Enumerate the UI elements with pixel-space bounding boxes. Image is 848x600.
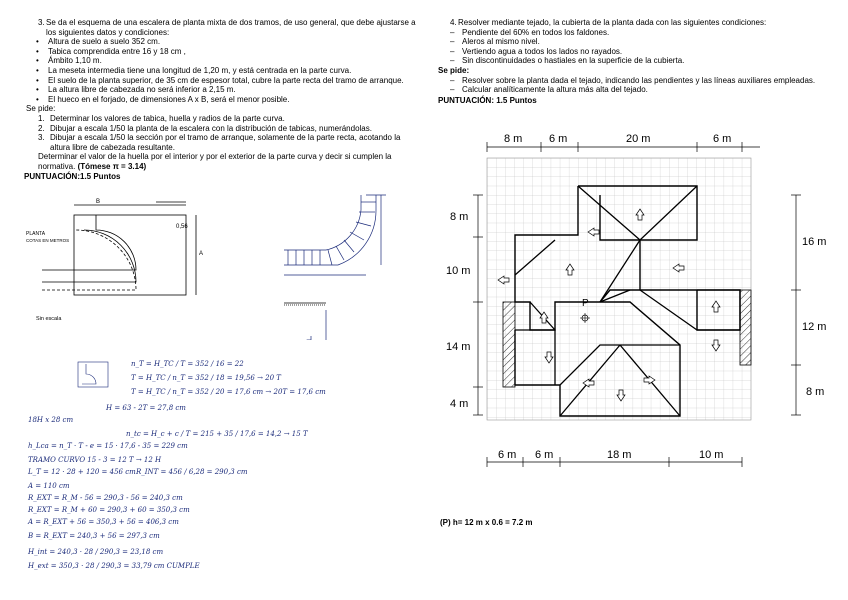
mini-plan [78,362,108,387]
puntuacion-3: PUNTUACIÓN:1.5 Puntos [24,171,121,181]
handwritten-calcs [26,352,356,587]
left-dim-4: 4 m [450,398,469,410]
condition-item: • Tabica comprendida entre 16 y 18 cm , [36,46,186,56]
dim-b: B [96,199,101,205]
calc-line: R_EXT = R_M - 56 = 290,3 - 56 = 240,3 cm [28,494,183,502]
stair-sketches [26,190,426,340]
calc-line: n_tc = H_c + c / T = 215 + 35 / 17,6 = 14,2 → 15 T [126,430,308,438]
right-dim-3: 8 m [806,386,825,398]
problem-4: 4. Resolver mediante tejado, la cubierta de la planta dada con las siguientes condiciones: – Pendiente del 60% en todos los faldones. – Aleros al mismo nivel. – Vertiendo agua a todos los lados no rayados. – Sin discontinuidades o hastiales en la superficie de la cubierta. Se pide: – Resolver sobre la planta dada el tejado, indicando las pendientes y las líneas auxiliares empleadas. – Calcular analíticamente la altura más alta del tejado. PUNTUACIÓN: 1.5 Puntos [438,18,838,105]
condition-item: • La meseta intermedia tiene una longitud de 1,20 m, y está centrada en la parte curva. [36,65,352,75]
dim-056: 0,56 [176,224,188,230]
roof-request: – Resolver sobre la planta dada el tejado, indicando las pendientes y las líneas auxiliares empleadas. [450,75,816,85]
right-dim-2: 12 m [802,321,827,333]
sin-escala: Sin escala [36,316,62,322]
problem-3-intro: 3. Se da el esquema de una escalera de planta mixta de dos tramos, de uso general, que debe ajustarse a [38,18,416,27]
se-pide-4: Se pide: [438,65,470,75]
calc-line: A = R_EXT + 56 = 350,3 + 56 = 406,3 cm [28,518,179,526]
conditions-list [26,37,426,104]
calc-line: TRAMO CURVO 15 - 3 = 12 T → 12 H [28,456,162,464]
left-dim-1: 8 m [450,211,469,223]
roof-condition: – Sin discontinuidades o hastiales en la superficie de la cubierta. [450,56,685,66]
condition-item: • Altura de suelo a suelo 352 cm. [36,37,161,47]
final-line: normativa. (Tómese π = 3.14) [38,161,147,171]
roof-plan [438,118,838,478]
top-dim-1: 8 m [504,133,523,145]
task-item: 1. Determinar los valores de tabica, huella y radios de la parte curva. [38,113,285,123]
calc-line: n_T = H_TC / T = 352 / 16 = 22 [131,360,244,368]
calc-line: B = R_EXT = 240,3 + 56 = 297,3 cm [28,532,160,540]
task-item: 3. Dibujar a escala 1/50 la sección por el tramo de arranque, solamente de la parte recta, acotando la [38,133,401,143]
calc-line: A = 110 cm [28,482,70,490]
dim-a: A [199,251,204,257]
roof-requests [438,76,838,95]
stair-plan-sketch [42,202,196,295]
top-dim-2: 6 m [549,133,568,145]
grid [487,158,751,420]
right-dim-1: 16 m [802,236,827,248]
puntuacion-4: PUNTUACIÓN: 1.5 Puntos [438,95,537,105]
cotas-label: COTAS EN METROS [26,238,70,243]
answer-height: (P) h= 12 m x 0.6 = 7.2 m [440,518,533,527]
task-list [26,114,426,143]
roof-condition: – Pendiente del 60% en todos los faldones. [450,27,610,37]
top-dim-3: 20 m [626,133,651,145]
calc-line: h_Lca = n_T · T - e = 15 · 17,6 - 35 = 229 cm [28,442,188,450]
calc-line: R_EXT = R_M + 60 = 290,3 + 60 = 350,3 cm [28,506,190,514]
calc-line: T = H_TC / n_T = 352 / 20 = 17,6 cm → 20T = 17,6 cm [131,388,326,396]
bottom-dim-2: 6 m [535,449,554,461]
condition-item: • El suelo de la planta superior, de 35 cm de espesor total, cubre la parte recta del tramo de arranque. [36,75,404,85]
calc-line: L_T = 12 · 28 + 120 = 456 cm [28,468,136,476]
calc-line: T = H_TC / n_T = 352 / 18 = 19,56 → 20 T [131,374,281,382]
roof-condition: – Vertiendo agua a todos los lados no rayados. [450,46,623,56]
planta-label: PLANTA [26,231,46,237]
bottom-dim-3: 18 m [607,449,632,461]
stair-plan-drawing [284,195,386,275]
calc-line: H_int = 240,3 · 28 / 290,3 = 23,18 cm [28,548,164,556]
calc-line: R_INT = 456 / 6,28 = 290,3 cm [136,468,248,476]
left-dim-2: 10 m [446,265,471,277]
roof-condition: – Aleros al mismo nivel. [450,37,540,47]
stair-section-drawing [284,303,326,340]
condition-item: • La altura libre de cabezada no será inferior a 2,15 m. [36,85,236,95]
se-pide-label: Se pide: [26,104,56,114]
problem-3: 3. Se da el esquema de una escalera de planta mixta de dos tramos, de uso general, que debe ajustarse a los siguientes datos y condiciones: • Altura de suelo a suelo 352 cm. • Tabica comprendida entre 16 y 18 cm , • Ámbito 1,10 m. • La meseta intermedia tiene una longitud de 1,20 m, y está centrada en la parte curva. • El suelo de la planta superior, de 35 cm de espesor total, cubre la parte recta del tramo de arranque. • La altura libre de cabezada no será inferior a 2,15 m. • El hueco en el forjado, de dimensiones A x B, será el menor posible. Se pide: 1. Determinar los valores de tabica, huella y radios de la parte curva. 2. Dibujar a escala 1/50 la planta de la escalera con la distribución de tabicas, numerándolas. 3. Dibujar a escala 1/50 la sección por el tramo de arranque, solamente de la parte recta, acotando la altura libre de cabezada resultante. Determinar el valor de la huella por el interior y por el exterior de la parte curva y decir si cumplen la normativa. (Tómese π = 3.14) PUNTUACIÓN:1.5 Puntos [26,18,426,181]
condition-item: • Ámbito 1,10 m. [36,56,102,66]
bottom-dim-4: 10 m [699,449,724,461]
calc-line: H = 63 - 2T = 27,8 cm [106,404,186,412]
calc-line: H_ext = 350,3 · 28 / 290,3 = 33,79 cm CUMPLE [28,562,200,570]
condition-item: • El hueco en el forjado, de dimensiones A x B, será el menor posible. [36,94,290,104]
calc-line: 18H x 28 cm [28,416,74,424]
roof-request: – Calcular analíticamente la altura más alta del tejado. [450,85,648,95]
point-p-label: P [582,298,589,309]
left-dim-3: 14 m [446,341,471,353]
task-item: 2. Dibujar a escala 1/50 la planta de la escalera con la distribución de tabicas, numerándolas. [38,123,372,133]
roof-conditions [438,28,838,66]
top-dim-4: 6 m [713,133,732,145]
calc-lines [27,360,326,570]
bottom-dim-1: 6 m [498,449,517,461]
